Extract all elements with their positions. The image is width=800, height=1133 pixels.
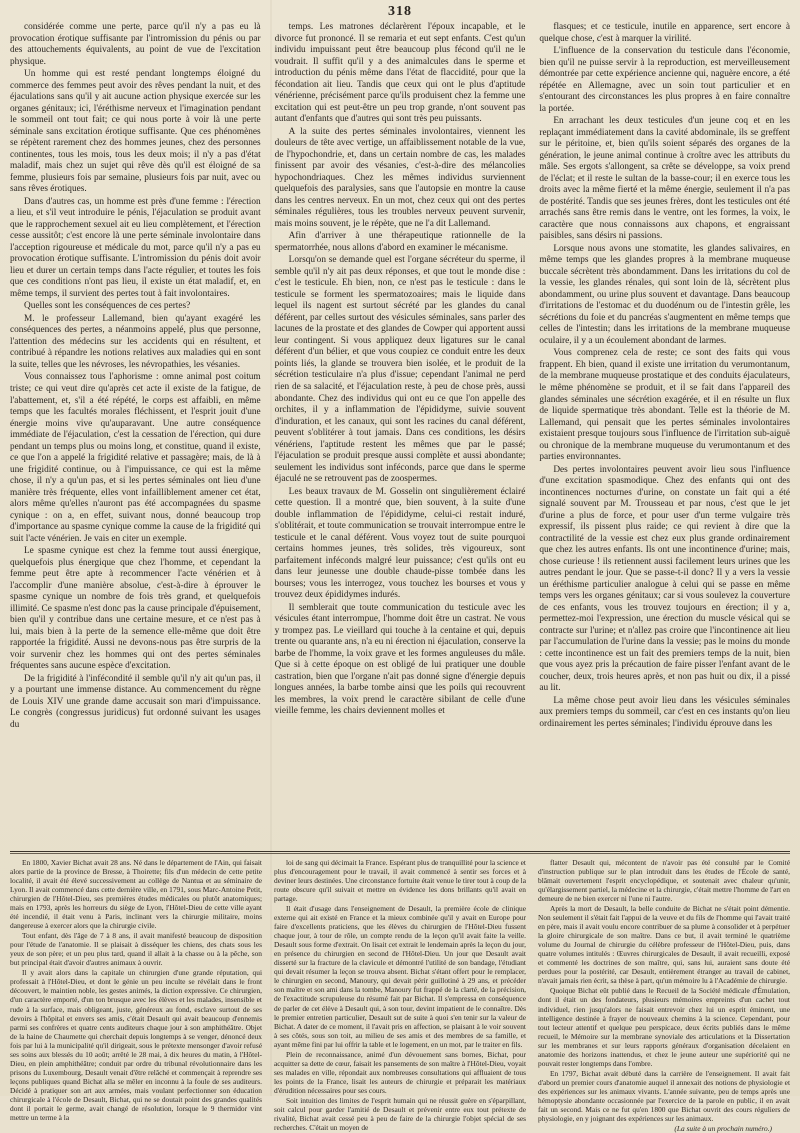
- paragraph: Les beaux travaux de M. Gosselin ont singulièrement éclairé cette question. Il a montré que, bien souvent, à la suite d'une double inflammation de l'épididyme, celui-ci restait induré, s'oblitérait, et toute communication se trouvait interrompue entre le testicule et le canal déférent. Vous voyez tout de suite pourquoi certains hommes jeunes, très solides, très vigoureux, sont parfaitement inféconds malgré leur puissance; c'est qu'ils ont eu dans leur jeunesse une double chaude-pisse tombée dans les bourses; vous les interrogez, vous touchez les bourses et vous y trouvez deux épididymes indurés.: [274, 486, 526, 601]
- paragraph: flasques; et ce testicule, inutile en apparence, sert encore à quelque chose, c'est à marquer la virilité.: [539, 22, 791, 44]
- paragraph: Plein de reconnaissance, animé d'un dévouement sans bornes, Bichat, pour acquitter sa dette de cœur, faisait les pansements de son maître à l'Hôtel-Dieu, voyait ses malades en ville, répondait aux nombreuses consultations qui affluaient de tous les points de la France, lisait les auteurs de chirurgie et préparait les matériaux d'érudition nécessaires pour ses cours.: [274, 1049, 526, 1095]
- continuation-note: (La suite à un prochain numéro.): [674, 1123, 772, 1133]
- paragraph: Il était d'usage dans l'enseignement de Desault, la première école de clinique externe qui ait existé en France et la mieux combinée qu'il y avait en Europe pour faire d'excellents praticiens, que les élèves du chirurgien de l'Hôtel-Dieu fussent chaque jour, à tour de rôle, un compte rendu de la leçon qu'il avait faite la veille. Desault sous forme d'extrait. On lisait cet extrait le lendemain après la leçon du jour, en présence du chirurgien en second de l'Hôtel-Dieu. Un jour que Desault avait disserté sur la fracture de la clavicule et démontré l'utilité de son bandage, l'étudiant qui devait résumer la leçon se trouva absent. Bichat s'étant offert pour le remplacer, le chirurgien en second, Manoury, qui devait périr guillotiné à 29 ans, et précéder son maître et son ami dans la tombe, Manoury fut frappé de la clarté, de la précision, de l'exactitude scrupuleuse du résumé fait par Bichat. Il s'empressa en conséquence de parler de cet élève à Desault qui, à son tour, devint impatient de le connaître. Dès le premier entretien particulier, Desault sut de suite à quoi s'en tenir sur la valeur de Bichat. A dater de ce moment, il l'avait pris en affection, se plaisant à le voir souvent à ses côtés, sous son toit, au milieu de ses amis et des membres de sa famille, et ayant même fini par lui offrir la table et le logement, en un mot, par le traiter en fils.: [274, 904, 526, 1049]
- paragraph: Vous comprenez cela de reste; ce sont des faits qui vous frappent. Eh bien, quand il existe une irritation du verumontanum, de la membrane muqueuse prostatique et des conduits éjaculateurs, le même phénomène se produit, et il se fait dans l'appareil des glandes séminales une sécrétion exagérée, et il en résulte un flux de liquide spermatique très abondant. Telle est la théorie de M. Lallemand, qui pensait que les pertes séminales involontaires existaient presque toujours sous l'influence de l'irritation sub-aiguë ou chronique de la membrane muqueuse du verumontanum et des parties environnantes.: [539, 348, 791, 463]
- feuilleton-column-1: [10, 858, 262, 1122]
- paragraph: considérée comme une perte, parce qu'il n'y a pas eu là provocation érotique suffisante par l'intromission du pénis ou par des attouchements équivalents, au point de vue de l'excitation physique.: [10, 22, 261, 67]
- page-number: 318: [388, 4, 412, 19]
- paragraph: Tout enfant, dès l'âge de 7 à 8 ans, il avait manifesté beaucoup de disposition pour l'étude de l'anatomie. Il se plaisait à disséquer les chiens, des chats sous les yeux de son père; et un peu plus tard, quand il allait à la chasse ou à la pêche, son but principal était d'avoir d'autres animaux à ouvrir.: [10, 931, 262, 968]
- section-divider-secondary: [10, 853, 790, 854]
- feuilleton-column-3: [538, 858, 790, 1133]
- paragraph: Vous connaissez tous l'aphorisme : omne animal post coitum triste; ce qui veut dire qu'après cet acte il existe de la fatigue, de l'abattement, et, s'il a été répété, le corps est affaibli, en même temps que les facultés morales fléchissent, et l'esprit jouit d'une énergie moins vive qu'auparavant. Une autre conséquence immédiate de l'éjaculation, c'est la cessation de l'érection, qui dure pendant un temps plus ou moins long, et constitue, quand il existe, ce que l'on a appelé la frigidité relative et passagère; mais, de là à une frigidité continue, ou à l'impuissance, ce qui est la même chose, il n'y a qu'un pas, et si les pertes séminales ont lieu d'une manière très fréquente, elles vont infailliblement amener cet état, alors même qu'elles n'auront pas été accompagnées du spasme cynique : on a, en effet, suivant nous, donné beaucoup trop d'importance au spasme cynique comme la cause de la frigidité qui suit l'acte vénérien. Je vais en citer un exemple.: [10, 372, 261, 544]
- feuilleton: [10, 858, 790, 1133]
- paragraph: Un homme qui est resté pendant longtemps éloigné du commerce des femmes peut avoir des rêves pendant la nuit, et des éjaculations sans qu'il y ait aucune action physique exercée sur les organes génitaux; ici, l'éréthisme nerveux et l'imagination pendant le sommeil ont tout fait; ce qui nous porte à voir là une perte séminale sans excitation érotique suffisante. Que ces phénomènes se répètent rarement chez des hommes jeunes, chez des personnes continentes, tous les mois, tous les deux mois; il n'y a pas d'état maladif, mais chez un sujet qui rêve dès qu'il est éloigné de sa femme, plusieurs fois par semaine, plusieurs fois par nuit, avec ou sans rêves érotiques.: [10, 69, 261, 195]
- section-divider: [10, 851, 790, 852]
- paragraph: Des pertes involontaires peuvent avoir lieu sous l'influence d'une excitation spasmodique. Chez des enfants qui ont des incontinences nocturnes d'urine, on constate un fait qui a été signalé souvent par M. Trousseau et par nous, c'est que le jet d'urine a plus de force, et pour user d'un terme vulgaire très expressif, ils pissent plus raide; ce qui revient à dire que la contractilité de la vessie est chez eux plus grande ordinairement que chez les autres enfants. Ils ont une incontinence d'urine; mais, chose curieuse ! ils retiennent aussi facilement leurs urines que les autres pendant le jour. Que se passe-t-il donc? Il y a vers la vessie un éréthisme particulier analogue à celui qui se passe en même temps vers les organes génitaux; car si vous soulevez la couverture de ces enfants, vous les trouvez toujours en érection; il y a, permettez-moi l'expression, une érection du muscle vésical qui se contracte sur l'urine; et n'allez pas croire que l'incontinence ait lieu par l'accumulation de l'urine dans la vessie; pas le moins du monde : cette incontinence est un fait des premiers temps de la nuit, bien que vous ayez pris la précaution de faire pisser l'enfant avant de le coucher, deux, trois heures après, et non pas huit ou dix, il a pissé au lit.: [539, 464, 791, 694]
- paragraph: En 1800, Xavier Bichat avait 28 ans. Né dans le département de l'Ain, qui faisait alors partie de la province de Bresse, à Thoirette; fils d'un médecin de cette petite localité, il avait été élevé successivement au collège de Nantua et au séminaire de Lyon. Il avait commencé dans cette dernière ville, en 1791, sous Marc-Antoine Petit, chirurgien de l'Hôtel-Dieu, ses premières études médicales ou plutôt anatomiques; mais en 1793, après les horreurs du siège de Lyon, l'Hôtel-Dieu de cette ville ayant été incendié, il était venu à Paris, inclinant vers la chirurgie militaire, moins dangereuse à exercer alors que la chirurgie civile.: [10, 858, 262, 931]
- feuilleton-column-2: [274, 858, 526, 1132]
- main-column-1: [10, 22, 261, 848]
- paragraph: De la frigidité à l'infécondité il semble qu'il n'y ait qu'un pas, il y a pourtant une immense distance. Au commencement du règne de Louis XIV une grande dame accusait son mari d'impuissance. Le congrès (congressus juridicus) fut ordonné suivant les usages du: [10, 673, 261, 730]
- paragraph: Quoique Bichat eût publié dans le Recueil de la Société médicale d'Émulation, dont il était un des fondateurs, plusieurs mémoires empreints d'un cachet tout individuel, rien jusqu'alors ne faisait entrevoir chez lui un esprit éminent, une intelligence destinée à frayer de nouveaux chemins à la science. Cependant, pour tout lecteur attentif et quelque peu perspicace, deux écrits publiés dans le même recueil, le Mémoire sur la membrane synoviale des articulations et la Dissertation sur les membranes et sur leurs rapports généraux d'organisation décelaient en anatomie des horizons inattendus, et chez le jeune auteur une supériorité qui ne pouvait rester longtemps dans l'ombre.: [538, 986, 790, 1068]
- paragraph: A la suite des pertes séminales involontaires, viennent les douleurs de tête avec vertige, un affaiblissement notable de la vue, de l'hypochondrie, et, dans un certain nombre de cas, les malades finissent par avoir des vésanies, c'est-à-dire des mélancolies hypochondriaques. Chez les mêmes individus surviennent quelquefois des paralysies, sans que l'autopsie en montre la cause dans les centres nerveux. En un mot, chez ceux qui ont des pertes séminales régulières, tous les troubles nerveux peuvent survenir, mais moins souvent, je le répète, que ne l'a dit Lallemand.: [274, 126, 526, 229]
- main-column-3: [539, 22, 790, 848]
- paragraph: L'influence de la conservation du testicule dans l'économie, bien qu'il ne puisse servir à la reproduction, est merveilleusement démontrée par cette expérience ancienne qui, naguère encore, a été répétée en Allemagne, avec un soin tout particulier et en s'entourant des circonstances les plus propres à en faire connaître la portée.: [539, 46, 791, 114]
- paragraph: Dans d'autres cas, un homme est près d'une femme : l'érection a lieu, et s'il veut introduire le pénis, l'éjaculation se produit avant que le rapprochement sexuel ait eu lieu complètement, et l'érection cesse aussitôt; c'est encore là une perte séminale involontaire dans l'acception rigoureuse et médicale du mot, parce qu'il n'y a pas eu provocation érotique suffisante. L'intromission du pénis doit avoir lieu et durer un certain temps dans l'acte régulier, et toutes les fois que ces conditions n'ont pas lieu, il existe un état maladif, et, en même temps, il survient des pertes tout à fait involontaires.: [10, 196, 261, 299]
- paragraph: temps. Les matrones déclarèrent l'époux incapable, et le divorce fut prononcé. Il se remaria et eut sept enfants. C'est qu'un individu impuissant peut être beaucoup plus fécond qu'il ne le voudrait. Il suffit qu'il y a des animalcules dans le sperme et introduction du pénis même dans l'état de flaccidité, pour que la fécondation ait lieu. Tandis que ceux qui ont le plus d'aptitude vénérienne, précisément parce qu'ils produisent chez la femme une excitation qui est peut-être un peu trop grande, n'ont souvent pas autant d'enfants que d'autres qui sont très peu puissants.: [274, 22, 526, 125]
- paragraph: Il semblerait que toute communication du testicule avec les vésicules étant interrompue, l'homme doit être un castrat. Ne vous y trompez pas. Le vieillard qui touche à la centaine et qui, depuis trente ou quarante ans, n'a eu ni érection ni éjaculation, conserve la barbe de l'homme, la voix grave et les formes anguleuses du mâle. Que si à cette époque on est obligé de lui pratiquer une double castration, bien que l'organe n'ait pas donné signe d'énergie depuis longues années, la barbe tombe ainsi que les poils qui recouvrent les membres, la voix prend le caractère sibilant de celle d'une vieille femme, les chairs deviennent molles et: [274, 602, 526, 717]
- paragraph: La même chose peut avoir lieu dans les vésicules séminales aux premiers temps du sommeil, car c'est en ces instants qu'on lieu ordinairement les pertes séminales; l'individu éprouve dans les: [539, 695, 791, 729]
- paragraph: Soit intuition des limites de l'esprit humain qui ne réussit guère en s'éparpillant, soit calcul pour garder l'amitié de Desault et prévenir entre eux tout prétexte de rivalité, Bichat avait cessé peu à peu de faire de la chirurgie l'objet spécial de ses recherches. C'était un moyen de: [274, 1095, 526, 1132]
- main-article: [10, 22, 790, 848]
- main-column-2: [275, 22, 526, 848]
- paragraph: flatter Desault qui, mécontent de n'avoir pas été consulté par le Comité d'instruction publique sur le plan introduit dans les études de l'École de santé, blâmait ouvertement l'esprit encyclopédique, et soutenait avec chaleur qu'unir, qu'élargissement partiel, la médecine et la chirurgie, c'était mettre l'homme de l'art en demeure de ne bien exercer ni l'une ni l'autre.: [538, 858, 790, 904]
- paragraph: Il y avait alors dans la capitale un chirurgien d'une grande réputation, qui professait à l'Hôtel-Dieu, et dont le génie un peu inculte se révélait dans le front découvert, le maintien noble, les gestes animés, la diction expressive. Ce chirurgien, d'un caractère emporté, d'un ton brusque avec les élèves et les malades, insensible et rude à la surface, mais obligeant, juste, généreux au fond, esclave surtout de ses devoirs à l'hôpital et envers ses amis, c'était Desault qui avait beaucoup d'ennemis parmi ses confrères et quatre cents auditeurs chaque jour à son amphithéâtre. Objet de la haine de Chaumette qui cherchait depuis longtemps à se venger, dénoncé deux fois par lui à la municipalité qu'il dirigeait, sous le prétexte mensonger d'avoir refusé ses soins aux blessés du 10 août; arrêté le 28 mai, à dix heures du matin, à l'Hôtel-Dieu, en plein amphithéâtre; conduit par ordre du tribunal révolutionnaire dans les prisons du Luxembourg, Desault venait d'être relâché et commençait à reprendre ses leçons publiques quand Bichat alla se mêler en inconnu à la foule de ses auditeurs. Décidé à pratiquer son art aux armées, mais voulant perfectionner son éducation chirurgicale à l'école de Desault, Bichat, qui ne se doutait point des grandes qualités dont il portait le germe, avait changé de résolution, lorsque le 9 thermidor vint mettre un terme à la: [10, 968, 262, 1122]
- paragraph: loi de sang qui décimait la France. Espérant plus de tranquillité pour la science et plus d'encouragement pour le travail, il avait commencé à sentir ses forces et à deviner leurs destinées. Une circonstance fortuite était venue le tirer tout à coup de la route obscure qu'il suivait et mettre en évidence les dons brillants qu'il avait en partage.: [274, 858, 526, 904]
- paragraph: Le spasme cynique est chez la femme tout aussi énergique, quelquefois plus énergique que chez l'homme, et cependant la femme peut être apte à recommencer l'acte vénérien et à l'accomplir d'une manière absolue, c'est-à-dire à éprouver le spasme cynique un nombre de fois très grand, et quelquefois illimité. Ce spasme n'est donc pas la cause principale d'épuisement, bien qu'il y contribue dans une certaine mesure, et ce n'est pas à lui, mais bien à la perte de la semence elle-même que doit être rapportée la frigidité. Aussi ne devons-nous pas être surpris de la voir survenir chez les hommes qui ont des pertes séminales fréquentes sans aucune espèce d'excitation.: [10, 546, 261, 672]
- paragraph: En 1797, Bichat avait débuté dans la carrière de l'enseignement. Il avait fait d'abord un premier cours d'anatomie auquel il annexait des notions de physiologie et des expériences sur les animaux vivants. L'année suivante, peu de temps après une hémoptysie abondante occasionnée par l'exercice de la parole en public, il en avait fait un second. Mais ce ne fut qu'en 1800 que Bichat ouvrit des cours réguliers de physiologie, en y joignant des expériences sur les animaux.: [538, 1068, 790, 1123]
- paragraph: En arrachant les deux testicules d'un jeune coq et en les replaçant immédiatement dans la cavité abdominale, ils se greffent sur le péritoine, et, bien qu'ils soient séparés des organes de la génération, le jeune animal continue à croître avec les attributs du mâle. Ses ergots s'allongent, sa crête se développe, sa voix prend de l'éclat; et il reste le sultan de la basse-cour; il en exerce tous les droits avec la même fierté et la même énergie, seulement il n'a pas de postérité. Tandis que ses jeunes frères, dont les testicules ont été arrachés sans être remis dans le ventre, ont les formes, la voix, le caractère que nous connaissons aux chapons, et engraissant paisibles, sans désirs ni passions.: [539, 116, 791, 242]
- paragraph: Lorsque nous avons une stomatite, les glandes salivaires, en même temps que les glandes propres à la membrane muqueuse buccale sécrètent très abondamment. Dans les irritations du col de la vessie, les glandes rénales, qui sont loin de là, sécrètent plus abondamment, ou urine plus souvent et davantage. Dans beaucoup d'irritations de l'estomac et du duodénum ou de l'intestin grêle, les sécrétions du foie et du pancréas s'augmentent en même temps que celles de l'intestin; dans les irritations de la membrane muqueuse oculaire, il y a un écoulement abondant de larmes.: [539, 243, 791, 346]
- paragraph: Lorsqu'on se demande quel est l'organe sécréteur du sperme, il semble qu'il n'y ait pas deux réponses, et que tout le monde dise : c'est le testicule. Eh bien, non, ce n'est pas le testicule : dans le testicule se forment les spermatozoaires; mais le liquide dans lequel ils nagent est surtout sécrété par les glandes du canal déférent, par celles surtout des vésicules séminales, sans parler des lacunes de la prostate et des glandes de Cowper qui apportent aussi leur contingent. Si vous appliquez deux ligatures sur le canal déférent d'un bélier, et que vous coupiez ce conduit entre les deux points liés, la glande se trouvera bien isolée, et le produit de la sécrétion testiculaire n'a plus d'issue; cependant l'animal ne perd rien de sa salacité, et l'éjaculation reste, à peu de chose près, aussi abondante. Chez des individus qui ont eu ce que l'on appelle des orchites, il y a inflammation de l'épididyme, suivie souvent d'induration, et les canaux, qui sont les racines du canal déférent, peuvent s'oblitérer à tout jamais. Dans ces conditions, les désirs vénériens, l'aptitude restent les mêmes que par le passé; l'éjaculation se produit presque aussi complète et aussi abondante; seulement les individus sont inféconds, parce que dans le sperme éjaculé ne se retrouvent pas de zoospermes.: [274, 255, 526, 485]
- paragraph: M. le professeur Lallemand, bien qu'ayant exagéré les conséquences des pertes, a néanmoins appelé, plus que personne, l'attention des médecins sur les accidents qui en résultent, et contribué à répandre les notions relatives aux maladies qui en sont la suite, telles que les névroses, les névropathies, les vésanies.: [10, 313, 261, 370]
- paragraph: Afin d'arriver à une thérapeutique rationnelle de la spermatorrhée, nous allons d'abord en examiner le mécanisme.: [274, 231, 526, 253]
- paragraph: Quelles sont les conséquences de ces pertes?: [24, 301, 191, 312]
- paragraph: Après la mort de Desault, la belle conduite de Bichat ne s'était point démentie. Non seulement il s'était fait l'appui de la veuve et du fils de l'homme qui l'avait traité en père, mais il avait voulu encore contribuer de sa plume à consolider et à perpétuer la gloire chirurgicale de son maître. Dans ce but, il avait terminé le quatrième volume du Journal de chirurgie du célèbre professeur de l'Hôtel-Dieu, puis, dans quatre volumes intitulés : Œuvres chirurgicales de Desault, il avait recueilli, exposé et commenté les doctrines de son maître, qui, sans lui, auraient sans doute été perdues pour la postérité, car Desault, entièrement étranger au travail de cabinet, n'avait jamais rien écrit, sa thèse à part, qu'un mémoire lu à l'Académie de chirurgie.: [538, 904, 790, 986]
